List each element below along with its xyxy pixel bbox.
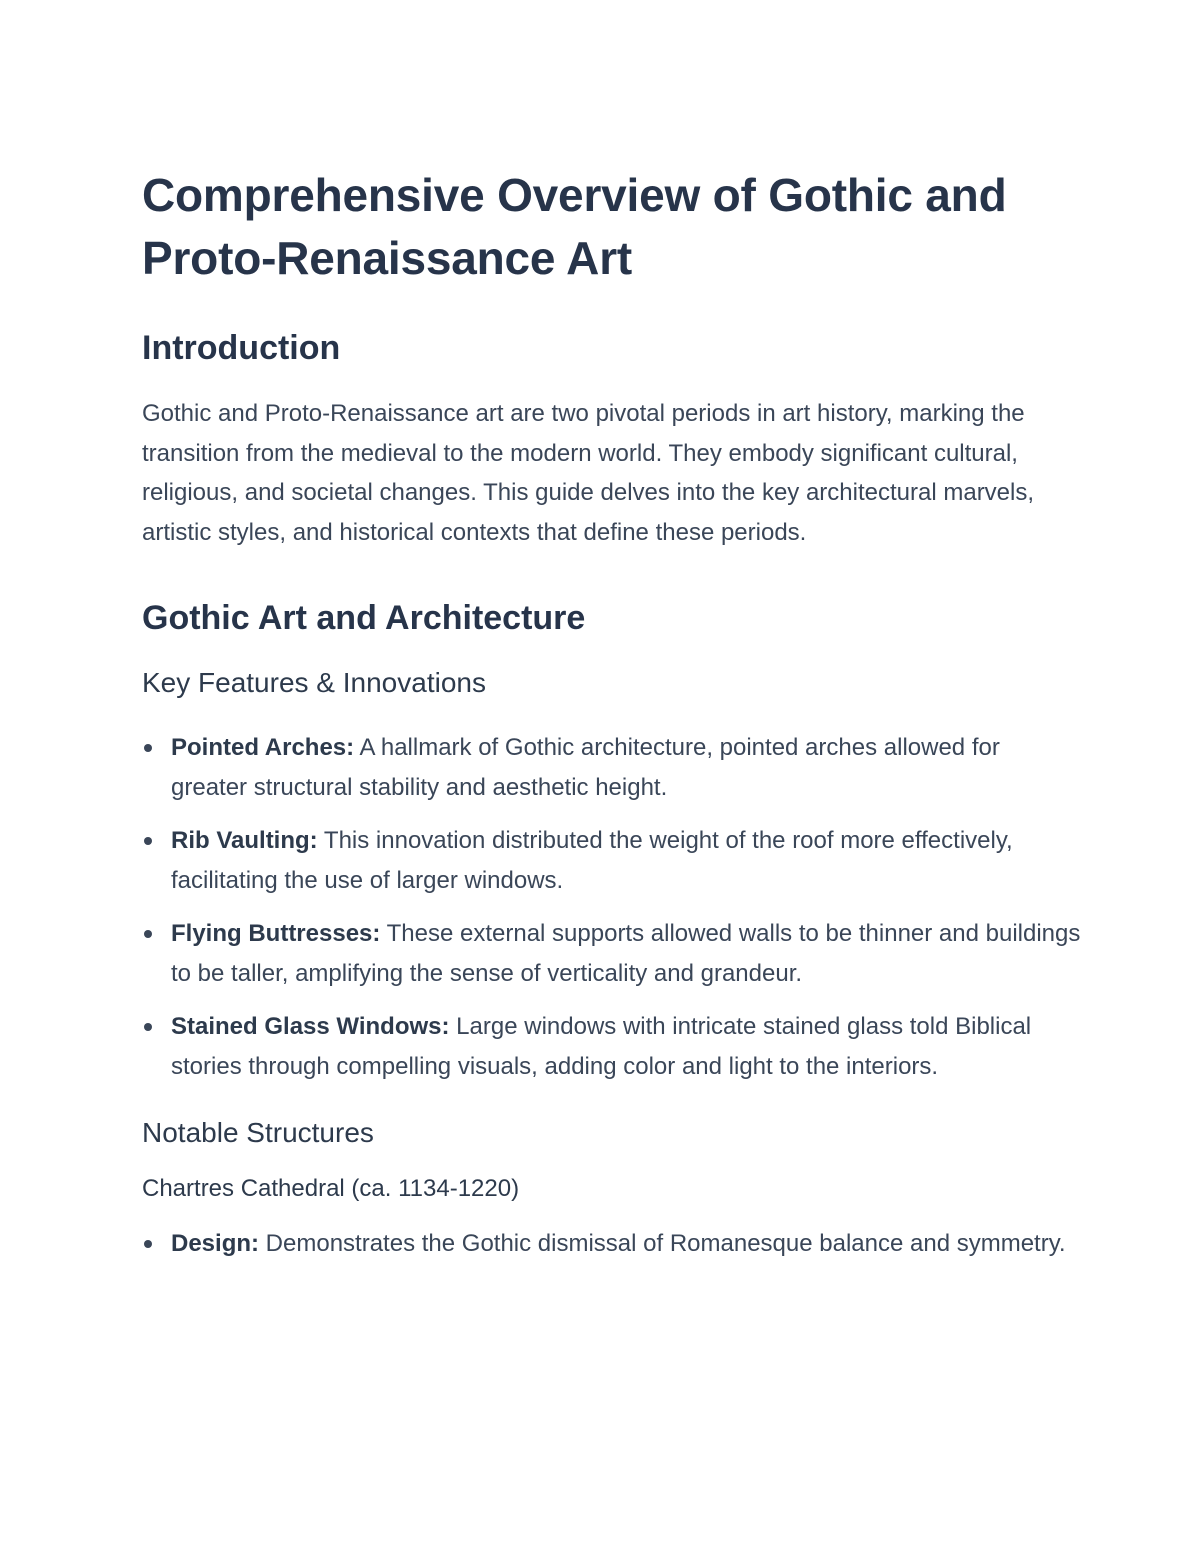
- feature-description: This innovation distributed the weight of the roof more effectively, facilitating the use of larger windows.: [171, 827, 1013, 894]
- bullet-icon: [144, 1240, 152, 1248]
- list-item: [142, 1007, 1082, 1086]
- feature-term: Rib Vaulting: [171, 827, 310, 854]
- list-item: [142, 728, 1082, 807]
- bullet-icon: [144, 930, 152, 938]
- feature-term: Pointed Arches: [171, 734, 347, 761]
- chartres-details-list: [142, 1224, 1082, 1264]
- list-item: [142, 821, 1082, 900]
- term-separator: :: [251, 1230, 260, 1257]
- list-item: [142, 914, 1082, 993]
- bullet-icon: [144, 744, 152, 752]
- key-features-list: [142, 728, 1082, 1086]
- detail-description: Demonstrates the Gothic dismissal of Romanesque balance and symmetry.: [259, 1230, 1066, 1257]
- subheading-notable-structures: Notable Structures: [142, 1117, 374, 1148]
- feature-description: A hallmark of Gothic architecture, pointed arches allowed for greater structural stability and aesthetic height.: [171, 734, 1000, 801]
- detail-term: Design: [171, 1230, 252, 1257]
- subheading-chartres-cathedral: Chartres Cathedral (ca. 1134-1220): [142, 1175, 520, 1202]
- introduction-paragraph: Gothic and Proto-Renaissance art are two pivotal periods in art history, marking the transition from the medieval to the modern world. They embody significant cultural, religious, and societal changes. This guide delves into the key architectural marvels, artistic styles, and historical contexts that define these periods.: [142, 400, 1035, 546]
- section-heading-introduction: Introduction: [142, 329, 341, 367]
- feature-term: Stained Glass Windows: [171, 1013, 442, 1040]
- bullet-icon: [144, 837, 152, 845]
- term-separator: :: [309, 827, 318, 854]
- bullet-icon: [144, 1023, 152, 1031]
- term-separator: :: [441, 1013, 450, 1040]
- section-heading-gothic: Gothic Art and Architecture: [142, 599, 586, 637]
- subheading-key-features: Key Features & Innovations: [142, 667, 486, 698]
- term-separator: :: [372, 920, 381, 947]
- list-item: [142, 1224, 1082, 1264]
- feature-description: These external supports allowed walls to be thinner and buildings to be taller, amplifying the sense of verticality and grandeur.: [171, 920, 1081, 987]
- feature-description: Large windows with intricate stained glass told Biblical stories through compelling visuals, adding color and light to the interiors.: [171, 1013, 1032, 1080]
- document-page: [142, 164, 1082, 1264]
- term-separator: :: [346, 734, 355, 761]
- feature-term: Flying Buttresses: [171, 920, 373, 947]
- document-title: Comprehensive Overview of Gothic and Proto-Renaissance Art: [142, 169, 1007, 284]
